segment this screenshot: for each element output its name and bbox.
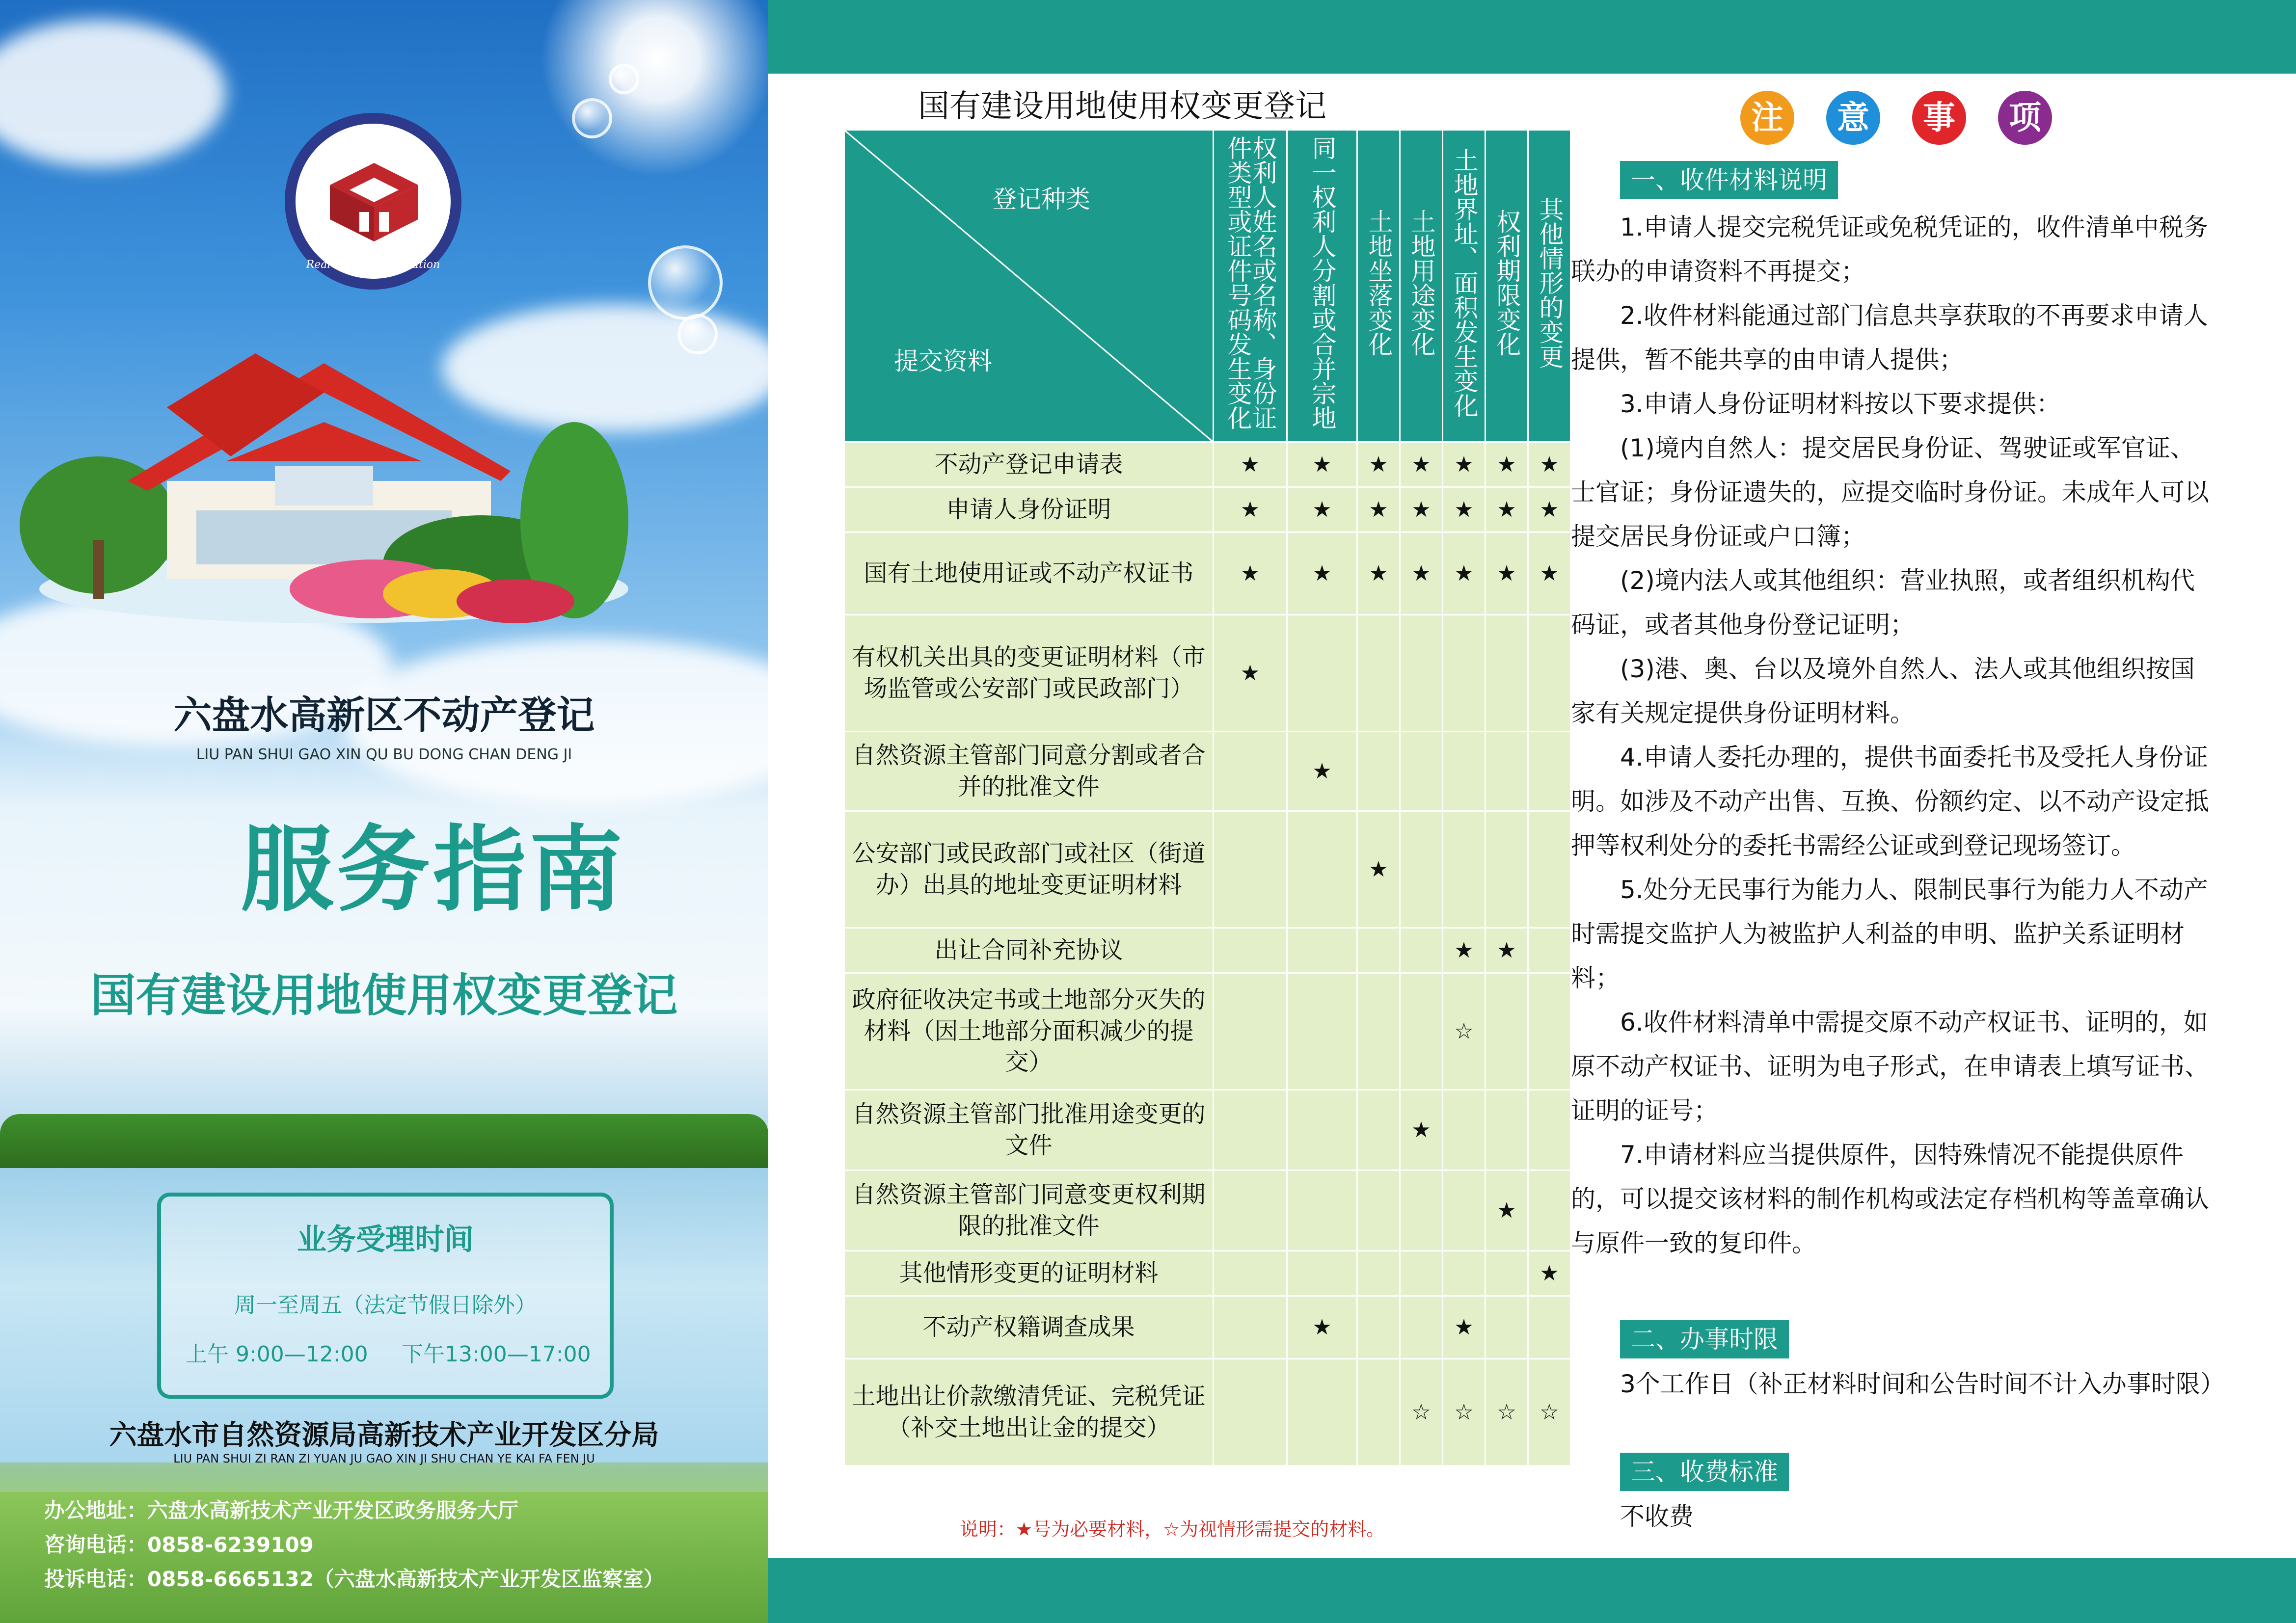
material-cell: 自然资源主管部门批准用途变更的文件: [844, 1090, 1214, 1171]
requirement-mark-cell: ★: [1443, 928, 1486, 973]
material-cell: 自然资源主管部门同意变更权利期限的批准文件: [844, 1171, 1214, 1251]
diagonal-line: [845, 131, 1214, 443]
bubble-decoration: [572, 98, 612, 138]
requirement-mark-cell: [1486, 973, 1528, 1090]
requirement-mark-cell: [1214, 1090, 1287, 1171]
requirement-mark-cell: ★: [1486, 928, 1528, 973]
requirement-mark-cell: ☆: [1443, 973, 1486, 1090]
material-cell: 申请人身份证明: [844, 487, 1214, 532]
column-header: [1400, 130, 1443, 442]
logo-english-text: Real Estate Registration: [306, 259, 440, 271]
material-cell: 不动产登记申请表: [844, 442, 1214, 487]
requirement-mark-cell: ★: [1400, 532, 1443, 615]
requirement-mark-cell: ★: [1357, 811, 1400, 928]
requirement-mark-cell: [1486, 1296, 1528, 1359]
requirement-mark-cell: [1400, 1251, 1443, 1296]
service-guide-title: 服务指南: [241, 815, 626, 924]
top-teal-band: [768, 0, 2296, 74]
column-header: [1287, 130, 1357, 442]
bureau-name-pinyin: LIU PAN SHUI ZI RAN ZI YUAN JU GAO XIN JI SHU CHAN YE KAI FA FEN JU: [173, 1452, 595, 1465]
requirement-mark-cell: ★: [1443, 487, 1486, 532]
requirement-mark-cell: ★: [1287, 442, 1357, 487]
processing-time-text: [1571, 1362, 2225, 1406]
morning-hours: 上午 9:00—12:00: [186, 1342, 368, 1367]
material-cell: 其他情形变更的证明材料: [844, 1251, 1214, 1296]
requirement-mark-cell: [1443, 1251, 1486, 1296]
badge-char: 注: [1751, 99, 1783, 136]
requirement-mark-cell: [1214, 973, 1287, 1090]
table-legend: 说明：★号为必要材料，☆为视情形需提交的材料。: [960, 1518, 1385, 1540]
requirement-mark-cell: [1357, 1090, 1400, 1171]
requirement-mark-cell: [1443, 1171, 1486, 1251]
requirement-mark-cell: [1528, 973, 1571, 1090]
requirement-mark-cell: [1214, 928, 1287, 973]
requirement-mark-cell: [1528, 1090, 1571, 1171]
requirement-mark-cell: ☆: [1443, 1359, 1486, 1466]
bubble-decoration: [609, 64, 639, 94]
logo-text: 不动产登记: [336, 136, 410, 154]
table-row: [844, 487, 1571, 532]
requirement-mark-cell: [1528, 732, 1571, 811]
notice-badge: [1912, 91, 1966, 145]
requirement-mark-cell: [1486, 1090, 1528, 1171]
requirement-mark-cell: ★: [1528, 1251, 1571, 1296]
table-row: [844, 732, 1571, 811]
requirement-mark-cell: [1287, 1171, 1357, 1251]
column-header: [1528, 130, 1571, 442]
requirement-mark-cell: ★: [1528, 487, 1571, 532]
requirement-mark-cell: ★: [1214, 532, 1287, 615]
requirement-mark-cell: [1528, 1296, 1571, 1359]
materials-notes: [1571, 205, 2219, 1265]
requirement-mark-cell: [1287, 1359, 1357, 1466]
table-row: [844, 1296, 1571, 1359]
materials-table: [843, 129, 1571, 1466]
requirement-mark-cell: ★: [1287, 732, 1357, 811]
requirement-mark-cell: [1287, 973, 1357, 1090]
badge-char: 事: [1923, 99, 1955, 136]
column-header: [1486, 130, 1528, 442]
requirement-mark-cell: [1443, 811, 1486, 928]
requirement-mark-cell: [1357, 973, 1400, 1090]
paragraph: 3个工作日（补正材料时间和公告时间不计入办事时限）: [1620, 1370, 2225, 1398]
requirement-mark-cell: ★: [1214, 442, 1287, 487]
requirement-mark-cell: [1400, 811, 1443, 928]
column-header-text: 其他情形的变更: [1535, 197, 1564, 369]
requirement-mark-cell: [1357, 732, 1400, 811]
requirement-mark-cell: ★: [1357, 532, 1400, 615]
contact-value: 六盘水高新技术产业开发区政务服务大厅: [147, 1498, 519, 1522]
table-row: [844, 811, 1571, 928]
paragraph: 5.处分无民事行为能力人、限制民事行为能力人不动产时需提交监护人为被监护人利益的申明、监护关系证明材料；: [1571, 876, 2208, 992]
section-heading: 一、收件材料说明: [1620, 161, 1838, 199]
house-emblem-icon: [325, 158, 423, 246]
cover-subtitle: 国有建设用地使用权变更登记: [90, 969, 678, 1022]
contact-address: [44, 1494, 518, 1524]
afternoon-hours: 下午13:00—17:00: [402, 1342, 591, 1367]
section-heading: 二、办事时限: [1620, 1320, 1789, 1358]
table-row: [844, 532, 1571, 615]
paragraph: 3.申请人身份证明材料按以下要求提供：: [1620, 390, 2061, 418]
requirement-mark-cell: ☆: [1486, 1359, 1528, 1466]
requirement-mark-cell: [1357, 1251, 1400, 1296]
requirement-mark-cell: [1443, 615, 1486, 732]
requirement-mark-cell: ★: [1528, 532, 1571, 615]
corner-label-category: 登记种类: [992, 185, 1090, 213]
fee-text: [1571, 1494, 2219, 1539]
requirement-mark-cell: [1486, 732, 1528, 811]
requirement-mark-cell: ★: [1400, 442, 1443, 487]
material-cell: 国有土地使用证或不动产权证书: [844, 532, 1214, 615]
business-days: 周一至周五（法定节假日除外）: [234, 1293, 537, 1318]
requirement-mark-cell: [1214, 1251, 1287, 1296]
cover-panel: [0, 0, 768, 1623]
contact-value: 0858-6665132（六盘水高新技术产业开发区监察室）: [147, 1567, 664, 1591]
contact-label: 咨询电话：: [44, 1533, 148, 1557]
requirement-mark-cell: [1214, 1296, 1287, 1359]
paragraph: (2)境内法人或其他组织：营业执照，或者组织机构代码证，或者其他身份登记证明；: [1571, 566, 2195, 639]
requirement-mark-cell: [1357, 1171, 1400, 1251]
material-cell: 公安部门或民政部门或社区（街道办）出具的地址变更证明材料: [844, 811, 1214, 928]
section-heading: 三、收费标准: [1620, 1453, 1789, 1491]
paragraph: 2.收件材料能通过部门信息共享获取的不再要求申请人提供，暂不能共享的由申请人提供；: [1571, 301, 2208, 374]
requirement-mark-cell: ★: [1486, 1171, 1528, 1251]
requirement-mark-cell: [1287, 928, 1357, 973]
table-title: 国有建设用地使用权变更登记: [918, 88, 1326, 125]
paragraph: 不收费: [1620, 1502, 1694, 1531]
requirement-mark-cell: ★: [1443, 1296, 1486, 1359]
real-estate-registration-logo: [285, 113, 461, 290]
treeline-decoration: [0, 1114, 768, 1168]
requirement-mark-cell: ★: [1400, 487, 1443, 532]
requirement-mark-cell: [1214, 732, 1287, 811]
requirement-mark-cell: [1214, 1359, 1287, 1466]
column-header-text: 权利期限变化: [1492, 209, 1521, 356]
requirement-mark-cell: ★: [1357, 487, 1400, 532]
table-row: [844, 1171, 1571, 1251]
requirement-mark-cell: [1443, 1090, 1486, 1171]
table-corner-cell: [844, 130, 1214, 442]
paragraph: (1)境内自然人：提交居民身份证、驾驶证或军官证、士官证；身份证遗失的，应提交临时身份证。未成年人可以提交居民身份证或户口簿；: [1571, 434, 2209, 551]
table-row: [844, 928, 1571, 973]
house-island-illustration: [20, 334, 648, 628]
contact-label: 投诉电话：: [44, 1567, 148, 1591]
paragraph: 1.申请人提交完税凭证或免税凭证的，收件清单中税务联办的申请资料不再提交；: [1571, 213, 2208, 286]
requirement-mark-cell: [1214, 811, 1287, 928]
bubble-decoration: [648, 245, 723, 320]
requirement-mark-cell: ★: [1357, 442, 1400, 487]
requirement-mark-cell: [1486, 615, 1528, 732]
contact-complaint-phone: [44, 1563, 664, 1593]
requirement-mark-cell: ★: [1486, 442, 1528, 487]
requirement-mark-cell: [1400, 732, 1443, 811]
paragraph: (3)港、奥、台以及境外自然人、法人或其他组织按国家有关规定提供身份证明材料。: [1571, 655, 2195, 727]
requirement-mark-cell: [1287, 1251, 1357, 1296]
requirement-mark-cell: ★: [1287, 487, 1357, 532]
contact-consult-phone: [44, 1529, 314, 1558]
sun-glow: [540, 0, 768, 177]
material-cell: 不动产权籍调查成果: [844, 1296, 1214, 1359]
bureau-name: 六盘水市自然资源局高新技术产业开发区分局: [109, 1419, 659, 1451]
bottom-teal-band: [768, 1558, 2296, 1623]
requirement-mark-cell: [1486, 811, 1528, 928]
column-header-text: 土地界址、面积发生变化: [1450, 148, 1479, 418]
requirement-mark-cell: [1528, 811, 1571, 928]
requirement-mark-cell: [1528, 928, 1571, 973]
table-row: [844, 1090, 1571, 1171]
requirement-mark-cell: ★: [1443, 532, 1486, 615]
requirement-mark-cell: [1528, 1171, 1571, 1251]
contact-label: 办公地址：: [44, 1498, 148, 1522]
cloud: [0, 20, 226, 167]
requirement-mark-cell: ★: [1214, 615, 1287, 732]
contact-value: 0858-6239109: [147, 1533, 314, 1557]
requirement-mark-cell: ★: [1486, 487, 1528, 532]
table-row: [844, 1251, 1571, 1296]
requirement-mark-cell: [1400, 615, 1443, 732]
requirement-mark-cell: [1528, 615, 1571, 732]
table-row: [844, 1359, 1571, 1466]
requirement-mark-cell: [1287, 615, 1357, 732]
column-header-text: 土地坐落变化: [1364, 209, 1393, 356]
cover-title-pinyin: LIU PAN SHUI GAO XIN QU BU DONG CHAN DENG JI: [196, 746, 572, 763]
requirement-mark-cell: [1357, 928, 1400, 973]
material-cell: 有权机关出具的变更证明材料（市场监管或公安部门或民政部门）: [844, 615, 1214, 732]
table-row: [844, 973, 1571, 1090]
material-cell: 出让合同补充协议: [844, 928, 1214, 973]
column-header-text: 土地用途变化: [1407, 209, 1436, 356]
badge-char: 意: [1837, 99, 1869, 136]
table-body: [844, 442, 1571, 1466]
requirement-mark-cell: [1287, 811, 1357, 928]
requirement-mark-cell: [1357, 1359, 1400, 1466]
material-cell: 自然资源主管部门同意分割或者合并的批准文件: [844, 732, 1214, 811]
requirement-mark-cell: [1214, 1171, 1287, 1251]
requirement-mark-cell: [1357, 1296, 1400, 1359]
requirement-mark-cell: ★: [1528, 442, 1571, 487]
requirement-mark-cell: ★: [1287, 1296, 1357, 1359]
notice-badge: [1998, 91, 2052, 145]
requirement-mark-cell: ★: [1486, 532, 1528, 615]
cover-title: 六盘水高新区不动产登记: [173, 693, 595, 738]
requirement-mark-cell: [1400, 928, 1443, 973]
corner-label-materials: 提交资料: [894, 347, 992, 375]
requirement-mark-cell: [1443, 732, 1486, 811]
business-hours-title: 业务受理时间: [297, 1223, 474, 1257]
table-row: [844, 442, 1571, 487]
badge-char: 项: [2009, 99, 2041, 136]
material-cell: 土地出让价款缴清凭证、完税凭证（补交土地出让金的提交）: [844, 1359, 1214, 1466]
notice-badge: [1740, 91, 1794, 145]
column-header: [1443, 130, 1486, 442]
bubble-decoration: [677, 314, 718, 354]
paragraph: 4.申请人委托办理的，提供书面委托书及受托人身份证明。如涉及不动产出售、互换、份额约定、以不动产设定抵押等权利处分的委托书需经公证或到登记现场签订。: [1571, 743, 2209, 860]
requirement-mark-cell: ★: [1214, 487, 1287, 532]
table-row: [844, 615, 1571, 732]
requirement-mark-cell: ★: [1400, 1090, 1443, 1171]
requirement-mark-cell: [1400, 1296, 1443, 1359]
material-cell: 政府征收决定书或土地部分灭失的材料（因土地部分面积减少的提交）: [844, 973, 1214, 1090]
requirement-mark-cell: [1400, 1171, 1443, 1251]
column-header: [1214, 130, 1287, 442]
notice-badge: [1826, 91, 1880, 145]
column-header-text: 权利人姓名或名称、身份证件类型或证件号码发生变化: [1223, 135, 1277, 430]
paragraph: 6.收件材料清单中需提交原不动产权证书、证明的，如原不动产权证书、证明为电子形式，在申请表上填写证书、证明的证号；: [1571, 1008, 2209, 1125]
business-hours-box: [157, 1193, 614, 1399]
requirement-mark-cell: ★: [1287, 532, 1357, 615]
requirement-mark-cell: ☆: [1400, 1359, 1443, 1466]
column-header-text: 同一权利人分割或合并宗地: [1308, 135, 1337, 430]
requirement-mark-cell: ★: [1443, 442, 1486, 487]
paragraph: 7.申请材料应当提供原件，因特殊情况不能提供原件的，可以提交该材料的制作机构或法定存档机构等盖章确认与原件一致的复印件。: [1571, 1141, 2209, 1257]
requirement-mark-cell: [1486, 1251, 1528, 1296]
table-header-row: [844, 130, 1571, 442]
requirement-mark-cell: [1357, 615, 1400, 732]
column-header: [1357, 130, 1400, 442]
requirement-mark-cell: [1287, 1090, 1357, 1171]
requirement-mark-cell: [1400, 973, 1443, 1090]
requirement-mark-cell: ☆: [1528, 1359, 1571, 1466]
